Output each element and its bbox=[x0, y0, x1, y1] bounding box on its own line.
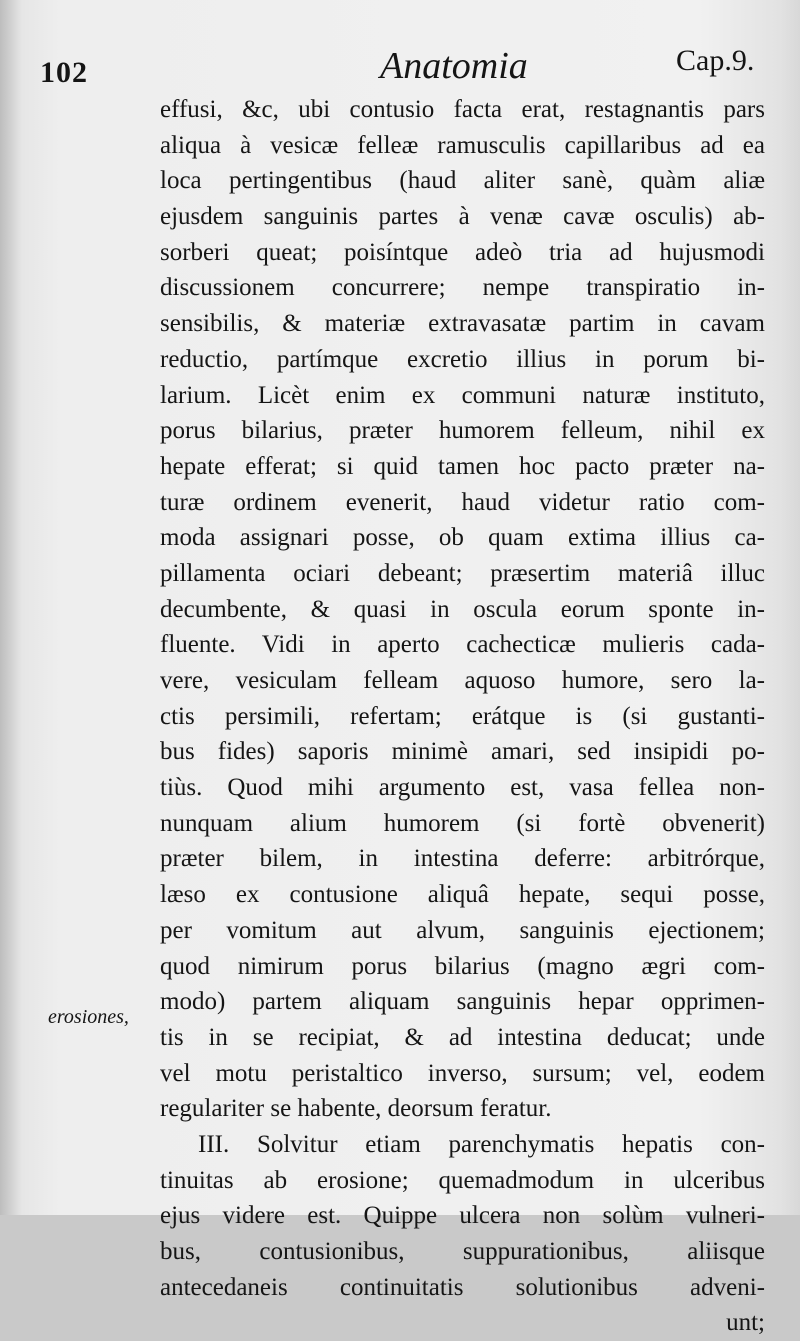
text-line: ejusdem sanguinis partes à venæ cavæ osculis) ab- bbox=[160, 203, 765, 231]
text-line: decumbente, & quasi in oscula eorum sponte in- bbox=[160, 595, 765, 623]
text-line: larium. Licèt enim ex communi naturæ instituto, bbox=[160, 381, 765, 409]
text-line: sorberi queat; poisíntque adeò tria ad hujusmodi bbox=[160, 238, 765, 266]
text-line: tis in se recipiat, & ad intestina deducat; unde bbox=[160, 1023, 765, 1051]
text-line: læso ex contusione aliquâ hepate, sequi posse, bbox=[160, 881, 765, 909]
body-text bbox=[160, 92, 765, 1341]
text-line: effusi, &c, ubi contusio facta erat, restagnantis pars bbox=[160, 96, 765, 123]
text-line: præter bilem, in intestina deferre: arbitrórque, bbox=[160, 845, 765, 873]
text-line: pillamenta ociari debeant; præsertim materiâ illuc bbox=[160, 559, 765, 587]
catchword: unt; bbox=[726, 1309, 765, 1337]
text-line: aliqua à vesicæ felleæ ramusculis capillaribus ad ea bbox=[160, 131, 765, 159]
text-line: sensibilis, & materiæ extravasatæ partim in cavam bbox=[160, 310, 765, 338]
chapter-label: Cap.9. bbox=[676, 44, 755, 77]
text-line: porus bilarius, præter humorem felleum, nihil ex bbox=[160, 417, 765, 445]
text-line: fluente. Vidi in aperto cachecticæ mulieris cada- bbox=[160, 631, 765, 659]
text-line: discussionem concurrere; nempe transpiratio in- bbox=[160, 274, 765, 302]
text-line: tinuitas ab erosione; quemadmodum in ulceribus bbox=[160, 1166, 765, 1194]
text-line: bus fides) saporis minimè amari, sed insipidi po- bbox=[160, 738, 765, 766]
text-line: antecedaneis continuitatis solutionibus adveni- bbox=[160, 1273, 765, 1301]
text-line: vel motu peristaltico inverso, sursum; vel, eodem bbox=[160, 1059, 765, 1087]
text-line: turæ ordinem evenerit, haud videtur ratio com- bbox=[160, 488, 765, 516]
text-line: modo) partem aliquam sanguinis hepar opprimen- bbox=[160, 988, 765, 1016]
section-start-line: III. Solvitur etiam parenchymatis hepatis con- bbox=[198, 1130, 765, 1158]
page-number: 102 bbox=[40, 56, 88, 89]
text-line: ejus videre est. Quippe ulcera non solùm vulneri- bbox=[160, 1202, 765, 1230]
text-line: per vomitum aut alvum, sanguinis ejectionem; bbox=[160, 916, 765, 944]
text-line: ctis persimili, refertam; erátque is (si gustanti- bbox=[160, 702, 765, 730]
text-line: regulariter se habente, deorsum feratur. bbox=[160, 1095, 552, 1123]
text-line: bus, contusionibus, suppurationibus, aliisque bbox=[160, 1238, 765, 1265]
running-head bbox=[0, 42, 800, 92]
running-title: Anatomia bbox=[380, 45, 528, 87]
marginal-note: erosiones, bbox=[48, 1006, 129, 1028]
text-line: loca pertingentibus (haud aliter sanè, quàm aliæ bbox=[160, 167, 765, 195]
text-line: vere, vesiculam felleam aquoso humore, sero la- bbox=[160, 667, 765, 694]
text-line: quod nimirum porus bilarius (magno ægri com- bbox=[160, 952, 765, 980]
text-line: hepate efferat; si quid tamen hoc pacto præter na- bbox=[160, 452, 765, 480]
text-line: moda assignari posse, ob quam extima illius ca- bbox=[160, 524, 765, 552]
text-line: nunquam alium humorem (si fortè obvenerit) bbox=[160, 809, 765, 837]
text-line: tiùs. Quod mihi argumento est, vasa fellea non- bbox=[160, 774, 765, 802]
text-line: reductio, partímque excretio illius in porum bi- bbox=[160, 345, 765, 373]
